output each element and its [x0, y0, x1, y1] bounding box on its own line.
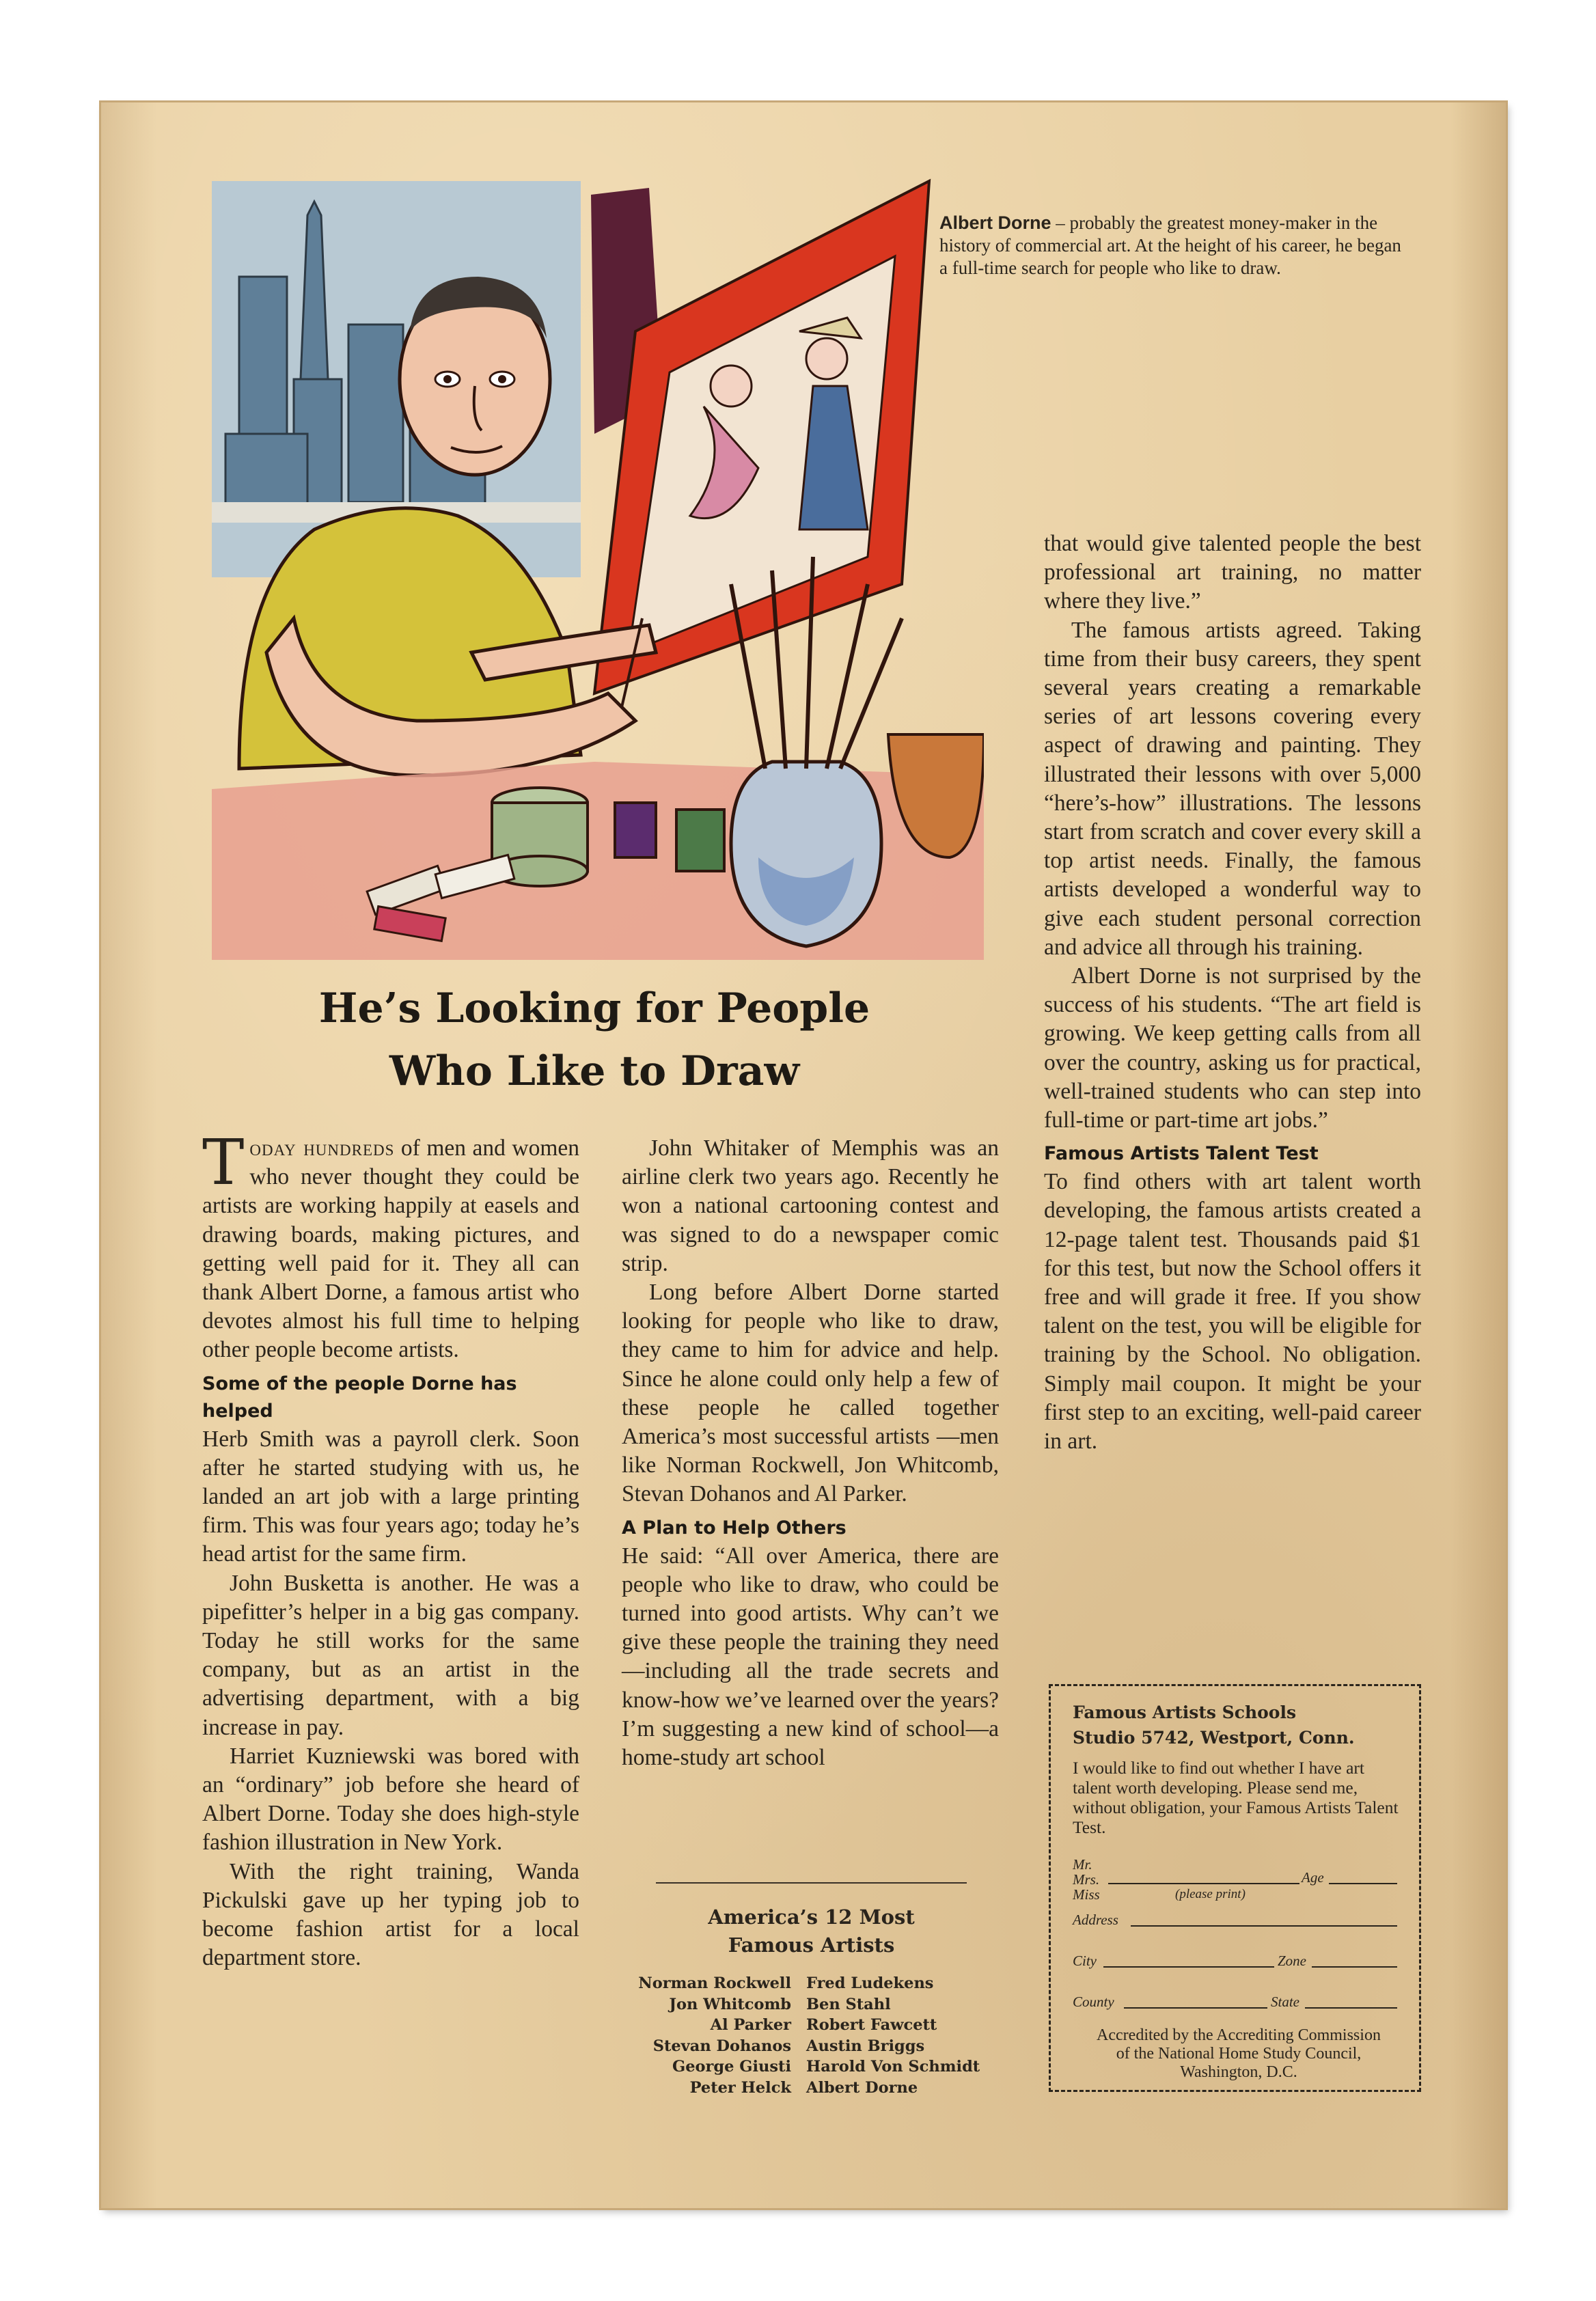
paragraph-continued: that would give talented people the best professional art training, no matter where they live.” — [1044, 531, 1421, 614]
paragraph-famous-artists-agreed: The famous artists agreed. Taking time from their busy careers, they spent several years creating a remarkable series of art lessons covering every aspect of drawing and painting. They illustrated their lessons with over 5,000 “here’s-how” illustrations. The lessons start from scratch and cover every skill a top artist needs. Finally, the famous artists developed a wonderful way to give each student personal correction and advice all through his training. — [1044, 617, 1421, 960]
coupon-header — [1073, 1700, 1355, 1750]
county-label: County — [1073, 1994, 1114, 2010]
caption-text: – probably the greatest money-maker in the history of commercial art. At the height of his career, he began a full-time search for people who like to draw. — [939, 212, 1401, 278]
artist-name: Fred Ludekens — [806, 1974, 934, 1992]
state-label: State — [1271, 1994, 1299, 2010]
artists-row — [615, 2015, 1038, 2036]
artist-name: Ben Stahl — [806, 1995, 891, 2013]
headline-line-2: Who Like to Draw — [389, 1047, 800, 1095]
paragraph-not-surprised: Albert Dorne is not surprised by the success of his students. “The art field is growing. We keep getting calls from all over the country, asking us for practical, well-trained students who can step into full-time or part-time art jobs.” — [1044, 963, 1421, 1133]
coupon-studio-address: Studio 5742, Westport, Conn. — [1073, 1728, 1355, 1748]
city-field[interactable] — [1103, 1966, 1274, 1968]
subhead-plan: A Plan to Help Others — [622, 1517, 847, 1539]
intro-paragraph — [202, 1126, 579, 1365]
mail-coupon[interactable] — [1049, 1684, 1421, 2092]
artists-row — [615, 1973, 1038, 1994]
artists-box-title — [622, 1903, 1001, 1959]
mrs-label: Mrs. — [1073, 1871, 1100, 1888]
drop-cap: T — [202, 1126, 245, 1199]
intro-text: of men and women who never thought they could be artists are working happily at easels and drawing boards, making pictures, and getting well paid for it. They all can thank Albert Dorne, a famous artist who devotes almost his full time to helping other people become artists. — [202, 1135, 579, 1363]
paragraph-wanda-pickulski: With the right training, Wanda Pickulski gave up her typing job to become fashion artist for a local department store. — [202, 1858, 579, 1971]
artist-name: Harold Von Schmidt — [806, 2058, 980, 2076]
address-field[interactable] — [1131, 1925, 1397, 1927]
artists-title-line-1: America’s 12 Most — [708, 1905, 915, 1929]
artist-name: Peter Helck — [689, 2078, 791, 2097]
artist-name: Jon Whitcomb — [669, 1995, 791, 2013]
artists-title-line-2: Famous Artists — [728, 1933, 895, 1957]
paragraph-herb-smith: Herb Smith was a payroll clerk. Soon after he started studying with us, he landed an art job with a large printing firm. This was four years ago; today he’s head artist for the same firm. — [202, 1426, 579, 1567]
headline-line-1: He’s Looking for People — [318, 984, 870, 1032]
paragraph-harriet-kuzniewski: Harriet Kuzniewski was bored with an “ordinary” job before she heard of Albert Dorne. Today she does high-style fashion illustration in New York. — [202, 1743, 579, 1856]
caption-name: Albert Dorne — [939, 212, 1051, 233]
lead-small-caps: oday hundreds — [249, 1135, 395, 1161]
coupon-request-text: I would like to find out whether I have art talent worth developing. Please send me, without obligation, your Famous Artists Talent Test. — [1073, 1758, 1399, 1837]
artist-name: George Giusti — [672, 2058, 791, 2076]
age-label: Age — [1302, 1869, 1324, 1886]
city-label: City — [1073, 1953, 1097, 1969]
mr-label: Mr. — [1073, 1856, 1092, 1873]
artist-name: Robert Fawcett — [806, 2016, 937, 2034]
artists-row — [615, 2056, 1038, 2078]
paragraph-talent-test: To find others with art talent worth developing, the famous artists created a 12-page talent test. Thousands paid $1 for this test, but now the School offers it free and will grade it free. If you show talent on the test, you will be eligible for training by the School. No obligation. Simply mail coupon. It might be your first step to an exciting, well-paid career in art. — [1044, 1169, 1421, 1455]
miss-label: Miss — [1073, 1886, 1100, 1903]
artist-name: Albert Dorne — [806, 2078, 918, 2097]
please-print-label: (please print) — [1175, 1887, 1246, 1901]
paragraph-john-whitaker: John Whitaker of Memphis was an airline clerk two years ago. Recently he won a national cartooning contest and was signed to do a newspaper comic strip. — [622, 1135, 999, 1276]
article-column-1 — [202, 1126, 579, 1972]
artists-row — [615, 1994, 1038, 2015]
article-column-3 — [1044, 529, 1421, 1456]
artist-name: Stevan Dohanos — [652, 2037, 791, 2055]
artist-name: Al Parker — [710, 2016, 791, 2034]
artist-name: Austin Briggs — [806, 2037, 925, 2055]
illustration-caption — [939, 212, 1404, 279]
accreditation-note: Accredited by the Accrediting Commission of the National Home Study Council, Washington, D.C. — [1097, 2026, 1381, 2081]
county-field[interactable] — [1124, 2007, 1267, 2009]
zone-field[interactable] — [1312, 1966, 1397, 1968]
subhead-people-helped: Some of the people Dorne has helped — [202, 1373, 517, 1422]
name-field[interactable] — [1108, 1883, 1299, 1884]
albert-dorne-illustration — [212, 174, 984, 960]
artists-list — [615, 1973, 1038, 2098]
address-label: Address — [1073, 1912, 1118, 1928]
divider-rule — [656, 1882, 967, 1884]
age-field[interactable] — [1329, 1883, 1397, 1884]
artists-row — [615, 2078, 1038, 2099]
subhead-talent-test: Famous Artists Talent Test — [1044, 1143, 1319, 1165]
paragraph-john-busketta: John Busketta is another. He was a pipefitter’s helper in a big gas company. Today he still works for the same company, but as an artist in the advertising department, with a big increase in pay. — [202, 1570, 579, 1740]
artist-name: Norman Rockwell — [638, 1974, 791, 1992]
headline — [205, 977, 984, 1103]
paragraph-he-said: He said: “All over America, there are people who like to draw, who could be turned into good artists. Why can’t we give these people the training they need—including all the trade secrets and know-how we’ve learned over the years? I’m suggesting a new kind of school—a home-study art school — [622, 1543, 999, 1771]
zone-label: Zone — [1278, 1953, 1306, 1969]
paragraph-long-before: Long before Albert Dorne started looking for people who like to draw, they came to him for advice and help. Since he alone could only help a few of these people he called together America’s most successful artists —men like Norman Rockwell, Jon Whitcomb, Stevan Dohanos and Al Parker. — [622, 1280, 999, 1507]
artists-row — [615, 2036, 1038, 2057]
state-field[interactable] — [1305, 2007, 1397, 2009]
coupon-school-name: Famous Artists Schools — [1073, 1703, 1297, 1722]
article-column-2 — [622, 1134, 999, 1772]
